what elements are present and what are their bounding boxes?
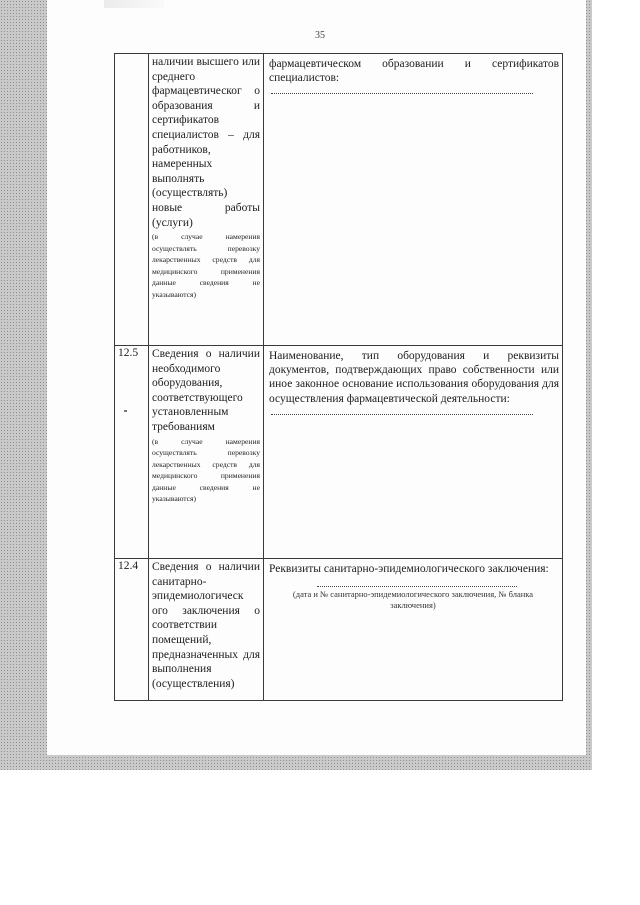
row-desc: фармацевтическом образовании и сертификатов специалистов: — [269, 58, 559, 85]
row-hint: (дата и № санитарно-эпидемиологического заключения, № бланка заключения) — [292, 589, 534, 611]
table-row — [115, 54, 563, 346]
table-row — [115, 559, 563, 701]
row-name: наличии высшего или среднего фармацевтическог о образования и сертификатов специалистов – для работников, намеренных выполнять (осуществлять) новые работы (услуги) — [152, 56, 260, 229]
fill-in-line — [271, 93, 533, 94]
row-name: Сведения о наличии санитарно-эпидемиологическ ого заключения о соответствии помещений, предназначенных для выполнения (осуществления) — [152, 561, 260, 690]
row-number: 12.4 — [115, 559, 149, 701]
row-note: (в случае намерения осуществлять перевозку лекарственных средств для медицинского применения данные сведения не указываются) — [152, 232, 260, 299]
page-number: 35 — [315, 30, 325, 41]
row-desc-cell — [264, 346, 563, 559]
scan-speck — [124, 410, 127, 412]
row-number — [115, 54, 149, 346]
row-number: 12.5 — [115, 346, 149, 559]
row-desc: Реквизиты санитарно-эпидемиологического заключения: — [269, 563, 549, 575]
requirements-table — [114, 53, 563, 701]
row-note: (в случае намерения осуществлять перевозку лекарственных средств для медицинского применения данные сведения не указываются) — [152, 436, 260, 504]
table-row — [115, 346, 563, 559]
row-name-cell — [149, 54, 264, 346]
fill-in-line — [317, 586, 517, 587]
row-desc: Наименование, тип оборудования и реквизиты документов, подтверждающих право собственности или иное законное основание использования оборудования для осуществления фармацевтической деятельности: — [269, 350, 559, 405]
row-name-cell — [149, 346, 264, 559]
row-desc-cell — [264, 559, 563, 701]
scan-artifact — [104, 0, 164, 8]
row-name: Сведения о наличии необходимого оборудования, соответствующего установленным требованиям — [152, 348, 260, 433]
fill-in-line — [271, 414, 533, 415]
row-desc-cell — [264, 54, 563, 346]
row-name-cell — [149, 559, 264, 701]
